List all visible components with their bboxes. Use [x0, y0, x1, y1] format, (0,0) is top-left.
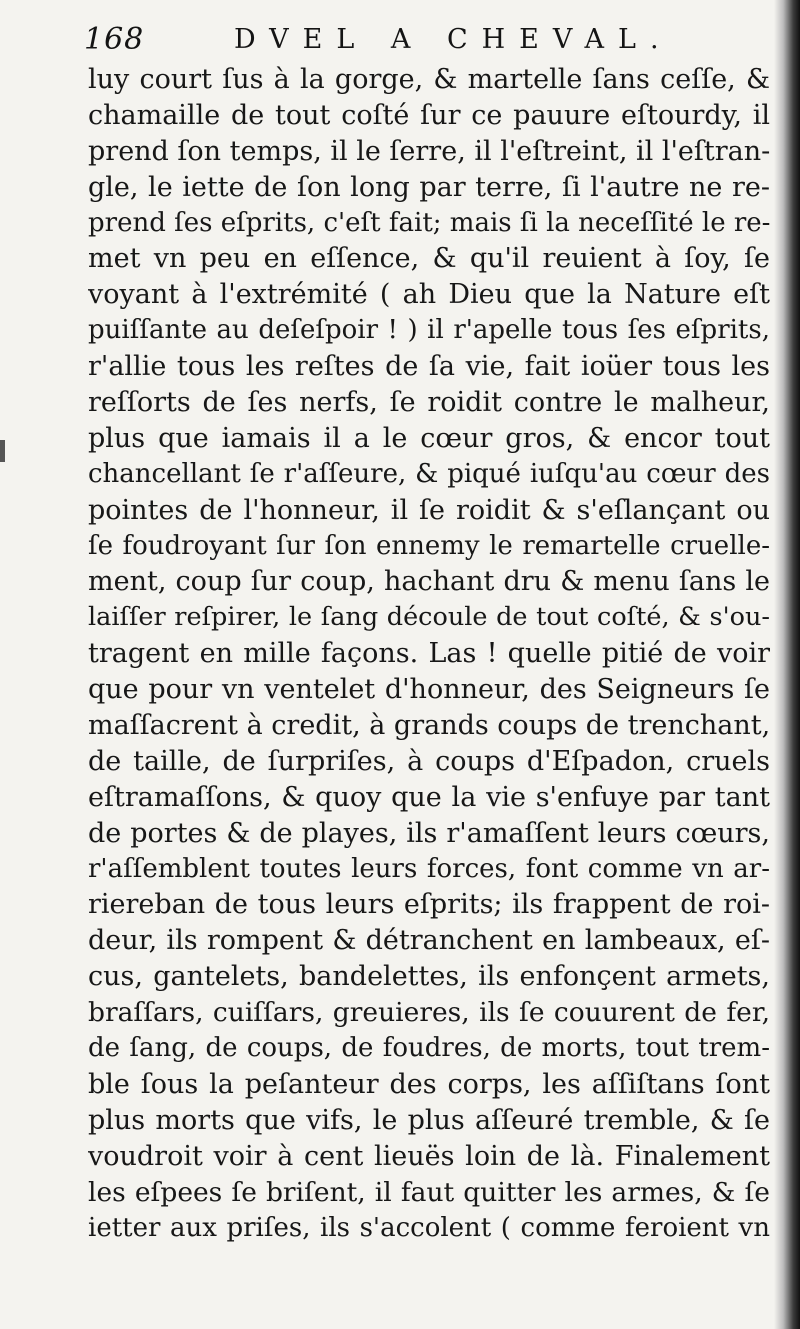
text-line: voudroit voir à cent lieuës loin de là. Finalement	[88, 1140, 770, 1172]
body-text	[88, 62, 770, 1246]
text-line: deur, ils rompent & détranchent en lambeaux, eſ-	[88, 925, 770, 957]
text-line: luy court ſus à la gorge, & martelle ſans ceſſe, &	[88, 64, 770, 95]
text-line: plus que iamais il a le cœur gros, & encor tout	[88, 422, 770, 454]
text-line: tragent en mille façons. Las ! quelle pitié de voir	[88, 638, 770, 670]
text-line: gle, le iette de ſon long par terre, ſi l'autre ne re-	[88, 171, 770, 203]
binding-shadow	[774, 0, 800, 1329]
text-line: ble ſous la peſanteur des corps, les aſſiſtans ſont	[88, 1068, 770, 1100]
text-line: de taille, de ſurpriſes, à coups d'Eſpadon, cruels	[88, 745, 770, 777]
text-line: met vn peu en eſſence, & qu'il reuient à ſoy, ſe	[88, 243, 770, 275]
text-line: eſtramaſſons, & quoy que la vie s'enfuye par tant	[88, 781, 770, 813]
text-line: plus morts que vifs, le plus aſſeuré tremble, & ſe	[88, 1104, 770, 1136]
text-line: r'allie tous les reſtes de ſa vie, fait ioüer tous les	[88, 351, 770, 383]
text-line: maſſacrent à credit, à grands coups de trenchant,	[88, 710, 770, 742]
text-line: de portes & de playes, ils r'amaſſent leurs cœurs,	[88, 817, 770, 849]
text-line: reſſorts de ſes nerfs, ſe roidit contre le malheur,	[88, 387, 770, 419]
text-line: cus, gantelets, bandelettes, ils enfonçent armets,	[88, 961, 770, 993]
text-line: braſſars, cuiſſars, greuieres, ils ſe couurent de fer,	[88, 997, 770, 1029]
margin-mark	[0, 440, 5, 462]
text-line: chancellant ſe r'aſſeure, & piqué iuſqu'au cœur des	[88, 458, 770, 489]
text-line: riereban de tous leurs eſprits; ils frappent de roi-	[88, 889, 770, 921]
text-line: chamaille de tout coſté ſur ce pauure eſtourdy, il	[88, 99, 770, 131]
text-line: puiſſante au deſeſpoir ! ) il r'apelle tous ſes eſprits,	[88, 315, 770, 346]
text-line: voyant à l'extrémité ( ah Dieu que la Nature eſt	[88, 279, 770, 311]
text-line: laiſſer reſpirer, le ſang découle de tout coſté, & s'ou-	[88, 602, 770, 633]
page-header	[84, 22, 774, 62]
text-line: les eſpees ſe briſent, il faut quitter les armes, & ſe	[88, 1176, 770, 1208]
text-line: prend ſon temps, il le ſerre, il l'eſtreint, il l'eſtran-	[88, 135, 770, 167]
page-number: 168	[84, 22, 145, 57]
text-line: prend ſes eſprits, c'eſt fait; mais ſi la neceſſité le re-	[88, 207, 770, 238]
text-line: ſe foudroyant ſur ſon ennemy le remartelle cruelle-	[88, 530, 770, 561]
text-line: que pour vn ventelet d'honneur, des Seigneurs ſe	[88, 674, 770, 706]
running-head: DVEL A CHEVAL.	[234, 24, 673, 55]
text-line: ietter aux priſes, ils s'accolent ( comme feroient vn	[88, 1212, 770, 1243]
text-line: ment, coup ſur coup, hachant dru & menu ſans le	[88, 566, 770, 598]
text-line: pointes de l'honneur, il ſe roidit & s'eſlançant ou	[88, 494, 770, 526]
text-line: de ſang, de coups, de foudres, de morts, tout trem-	[88, 1033, 770, 1064]
text-line: r'aſſemblent toutes leurs forces, font comme vn ar-	[88, 853, 770, 884]
